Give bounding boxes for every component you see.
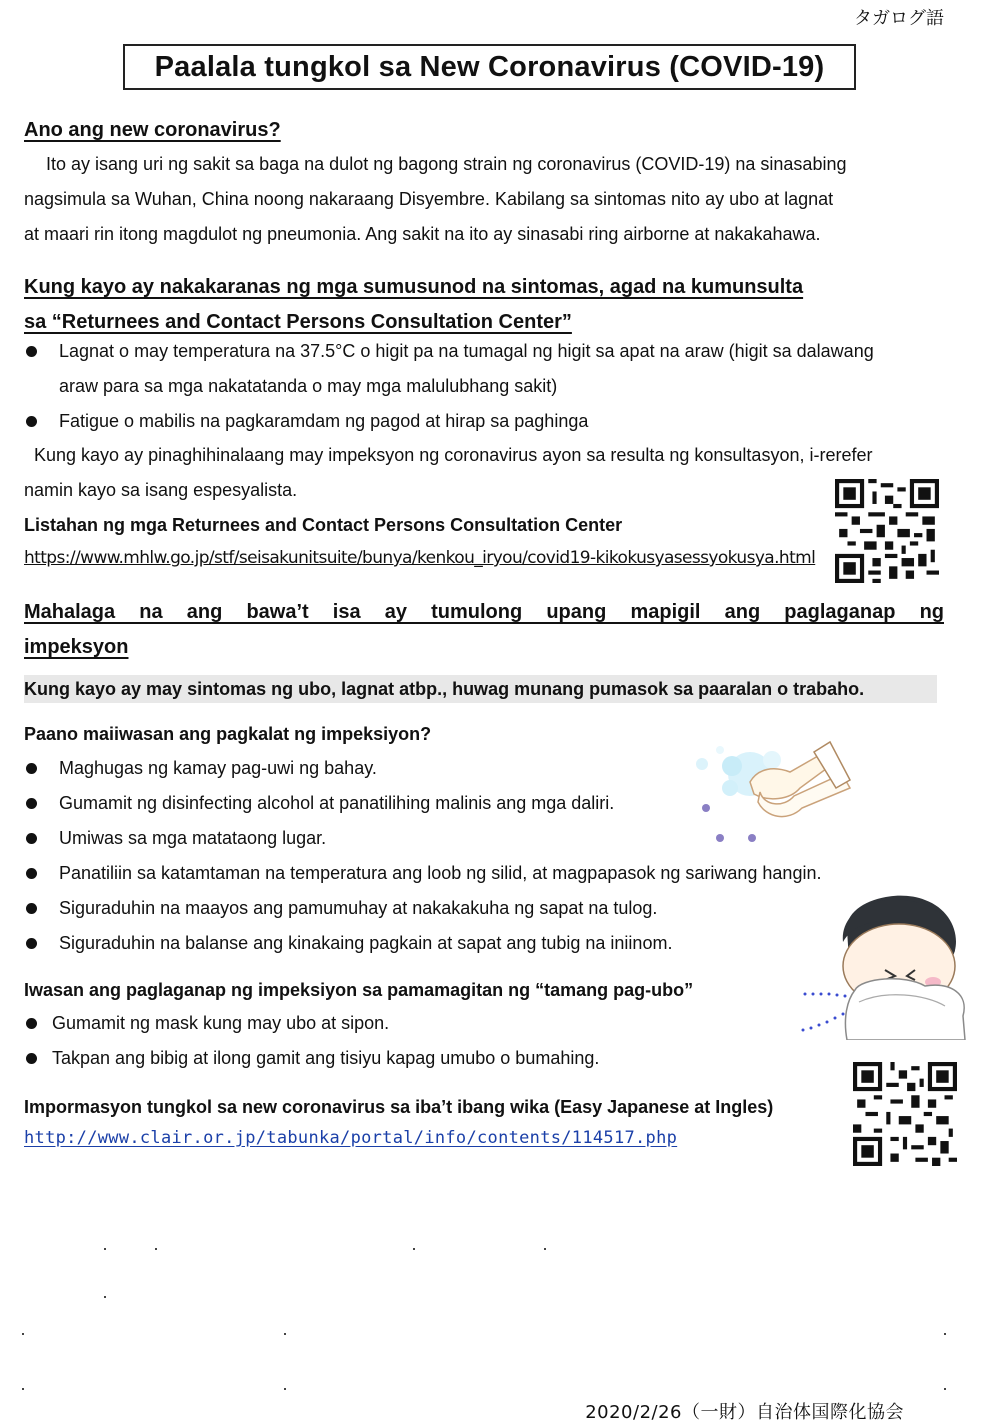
mhlw-link[interactable]: https://www.mhlw.go.jp/stf/seisakunitsuite/bunya/kenkou_iryou/covid19-kikokusyasessyokusya.html bbox=[24, 548, 816, 568]
section-heading-prevent bbox=[24, 595, 944, 665]
symptoms-heading-line: sa “Returnees and Contact Persons Consultation Center” bbox=[24, 311, 572, 333]
section-heading-what-is: Ano ang new coronavirus? bbox=[24, 119, 281, 141]
list-item bbox=[24, 926, 924, 961]
scan-speck bbox=[155, 1248, 157, 1250]
cough-list bbox=[24, 1006, 824, 1076]
bullet-icon bbox=[26, 798, 37, 809]
scan-speck bbox=[22, 1333, 24, 1335]
list-item-text: araw para sa mga nakatatanda o may mga malulubhang sakit) bbox=[59, 376, 558, 396]
list-item-text: Gumamit ng mask kung may ubo at sipon. bbox=[52, 1013, 390, 1033]
list-item bbox=[24, 1006, 824, 1041]
scan-speck bbox=[544, 1248, 546, 1250]
multilingual-info-title: Impormasyon tungkol sa new coronavirus sa iba’t ibang wika (Easy Japanese at Ingles) bbox=[24, 1097, 774, 1117]
qr-code-icon bbox=[853, 1062, 957, 1166]
language-tag: タガログ語 bbox=[854, 8, 944, 29]
list-item bbox=[24, 891, 924, 926]
referral-note bbox=[24, 438, 954, 508]
clair-link[interactable]: http://www.clair.or.jp/tabunka/portal/info/contents/114517.php bbox=[24, 1128, 678, 1148]
note-line: namin kayo sa isang espesyalista. bbox=[24, 480, 298, 500]
bullet-icon bbox=[26, 416, 37, 427]
scan-speck bbox=[944, 1333, 946, 1335]
bullet-icon bbox=[26, 938, 37, 949]
scan-speck bbox=[104, 1296, 106, 1298]
prevention-title: Paano maiiwasan ang pagkalat ng impeksiyon? bbox=[24, 724, 432, 744]
symptoms-list bbox=[24, 334, 954, 439]
consultation-list-title: Listahan ng mga Returnees and Contact Persons Consultation Center bbox=[24, 515, 623, 535]
bullet-icon bbox=[26, 903, 37, 914]
list-item bbox=[24, 856, 924, 891]
scan-speck bbox=[104, 1248, 106, 1250]
list-item bbox=[24, 404, 954, 439]
intro-line: Ito ay isang uri ng sakit sa baga na dulot ng bagong strain ng coronavirus (COVID-19) na sinasabing bbox=[46, 154, 847, 174]
list-item-text: Fatigue o mabilis na pagkaramdam ng pagod at hirap sa paghinga bbox=[59, 411, 589, 431]
bullet-icon bbox=[26, 346, 37, 357]
bullet-icon bbox=[26, 1018, 37, 1029]
note-line: Kung kayo ay pinaghihinalaang may impeksyon ng coronavirus ayon sa resulta ng konsultasyon, i-rerefer bbox=[34, 445, 873, 465]
prevent-heading-line: impeksyon bbox=[24, 636, 129, 658]
bullet-icon bbox=[26, 833, 37, 844]
qr-code-icon bbox=[835, 479, 939, 583]
title-box bbox=[123, 44, 856, 90]
footer-date-publisher: 2020/2/26（一財）自治体国際化協会 bbox=[585, 1402, 904, 1423]
scan-speck bbox=[284, 1388, 286, 1390]
intro-line: nagsimula sa Wuhan, China noong nakaraang Disyembre. Kabilang sa sintomas nito ay ubo at lagnat bbox=[24, 189, 834, 209]
bullet-icon bbox=[26, 868, 37, 879]
intro-paragraph bbox=[24, 147, 954, 252]
list-item bbox=[24, 334, 954, 404]
scan-speck bbox=[944, 1388, 946, 1390]
section-heading-symptoms bbox=[24, 270, 803, 340]
list-item-text: Umiwas sa mga matataong lugar. bbox=[59, 828, 327, 848]
notice-banner: Kung kayo ay may sintomas ng ubo, lagnat atbp., huwag munang pumasok sa paaralan o trabaho. bbox=[24, 675, 937, 703]
bullet-icon bbox=[26, 1053, 37, 1064]
scan-speck bbox=[413, 1248, 415, 1250]
prevent-heading-line: Mahalaga na ang bawa’t isa ay tumulong upang mapigil ang paglaganap ng bbox=[24, 601, 944, 623]
list-item-text: Siguraduhin na maayos ang pamumuhay at nakakakuha ng sapat na tulog. bbox=[59, 898, 658, 918]
scan-speck bbox=[284, 1333, 286, 1335]
list-item-text: Takpan ang bibig at ilong gamit ang tisiyu kapag umubo o bumahing. bbox=[52, 1048, 600, 1068]
scan-speck bbox=[22, 1388, 24, 1390]
list-item bbox=[24, 1041, 824, 1076]
coughing-person-icon bbox=[795, 890, 975, 1040]
list-item-text: Siguraduhin na balanse ang kinakaing pagkain at sapat ang tubig na iniinom. bbox=[59, 933, 673, 953]
handwashing-icon bbox=[690, 736, 870, 851]
symptoms-heading-line: Kung kayo ay nakakaranas ng mga sumusunod na sintomas, agad na kumunsulta bbox=[24, 276, 804, 298]
cough-etiquette-title: Iwasan ang paglaganap ng impeksiyon sa pamamagitan ng “tamang pag-ubo” bbox=[24, 980, 694, 1000]
page-title: Paalala tungkol sa New Coronavirus (COVID-19) bbox=[154, 50, 825, 83]
list-item-text: Maghugas ng kamay pag-uwi ng bahay. bbox=[59, 758, 377, 778]
list-item-text: Lagnat o may temperatura na 37.5°C o higit pa na tumagal ng higit sa apat na araw (higit sa dalawang bbox=[59, 341, 874, 361]
list-item-text: Panatiliin sa katamtaman na temperatura ang loob ng silid, at magpapasok ng sariwang hangin. bbox=[59, 863, 822, 883]
list-item-text: Gumamit ng disinfecting alcohol at panatilihing malinis ang mga daliri. bbox=[59, 793, 615, 813]
intro-line: at maari rin itong magdulot ng pneumonia. Ang sakit na ito ay sinasabi ring airborne at nakakahawa. bbox=[24, 224, 821, 244]
bullet-icon bbox=[26, 763, 37, 774]
